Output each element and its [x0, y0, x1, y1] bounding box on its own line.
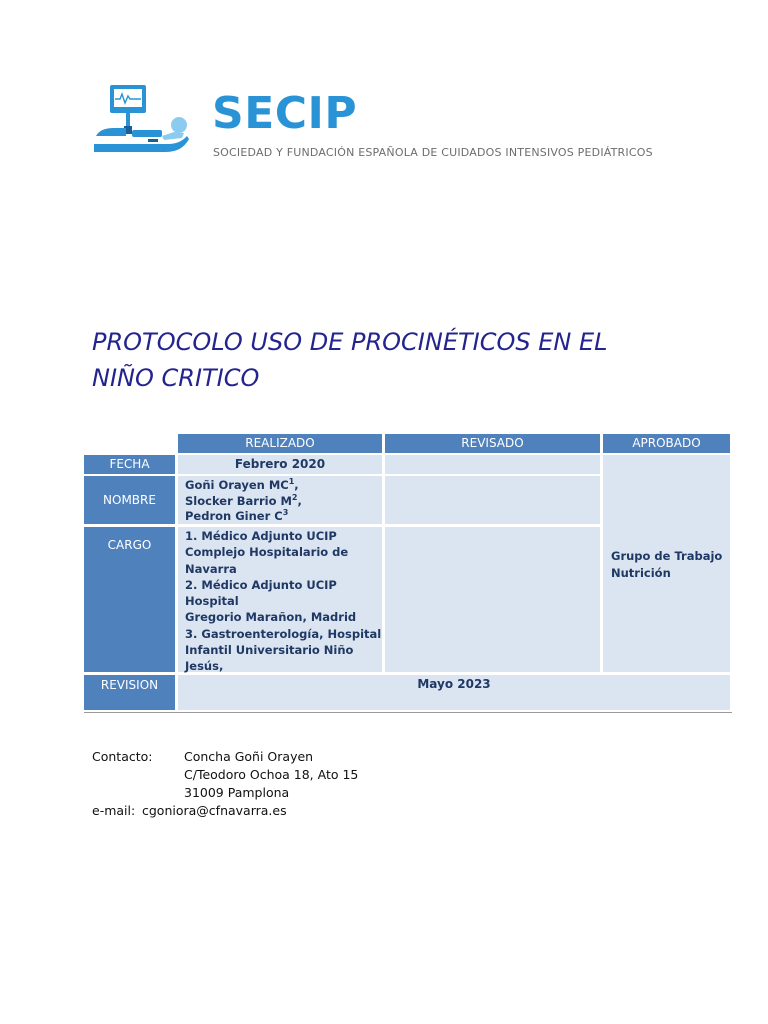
nombre-realizado	[178, 476, 382, 524]
contact-address-2: 31009 Pamplona	[184, 785, 290, 800]
title-line-1: PROTOCOLO USO DE PROCINÉTICOS EN EL	[92, 328, 608, 356]
email-value[interactable]: cgoniora@cfnavarra.es	[142, 803, 287, 818]
cargo-realizado	[178, 527, 382, 672]
logo-subtitle: SOCIEDAD Y FUNDACIÓN ESPAÑOLA DE CUIDADOS INTENSIVOS PEDIÁTRICOS	[213, 146, 653, 159]
header-aprobado: APROBADO	[603, 434, 730, 453]
email-label: e-mail:	[92, 803, 136, 818]
row-label-cargo: CARGO	[84, 527, 175, 672]
cargo-line: Gregorio Marañon, Madrid	[185, 610, 357, 625]
header-realizado: REALIZADO	[178, 434, 382, 453]
logo-name: SECIP	[212, 88, 358, 139]
cargo-revisado	[385, 527, 600, 672]
fecha-revisado	[385, 455, 600, 474]
secip-logo	[92, 84, 692, 164]
document-title	[92, 324, 692, 396]
author-3: Pedron Giner $C^3$	[185, 508, 289, 523]
cargo-line: Navarra	[185, 561, 237, 576]
revision-table	[84, 434, 730, 710]
contact-name: Concha Goñi Orayen	[184, 749, 314, 764]
divider-line	[84, 712, 732, 713]
revision-value: Mayo 2023	[178, 675, 730, 710]
icu-bed-logo-icon	[92, 84, 192, 160]
row-label-fecha: FECHA	[84, 455, 175, 474]
contact-label: Contacto:	[92, 749, 153, 764]
aprobado-cell	[603, 455, 730, 672]
fecha-realizado: Febrero 2020	[178, 455, 382, 474]
aprobado-line: Nutrición	[611, 565, 671, 580]
author-1: Goñi Orayen $MC^1$,	[185, 477, 299, 492]
row-label-nombre: NOMBRE	[84, 476, 175, 524]
nombre-revisado	[385, 476, 600, 524]
cargo-line: Infantil Universitario Niño Jesús,	[185, 643, 354, 674]
cargo-line: 3. Gastroenterología, Hospital	[185, 626, 382, 641]
cargo-line: Complejo Hospitalario de	[185, 545, 349, 560]
cargo-line: 1. Médico Adjunto UCIP	[185, 529, 337, 543]
row-label-revision: REVISION	[84, 675, 175, 710]
title-line-2: NIÑO CRITICO	[92, 364, 260, 392]
contact-address-1: C/Teodoro Ochoa 18, Ato 15	[184, 767, 359, 782]
cargo-line: 2. Médico Adjunto UCIP Hospital	[185, 577, 337, 609]
author-2: Slocker Barrio $M^2$,	[185, 492, 302, 508]
aprobado-line: Grupo de Trabajo	[611, 549, 723, 563]
header-revisado: REVISADO	[385, 434, 600, 453]
